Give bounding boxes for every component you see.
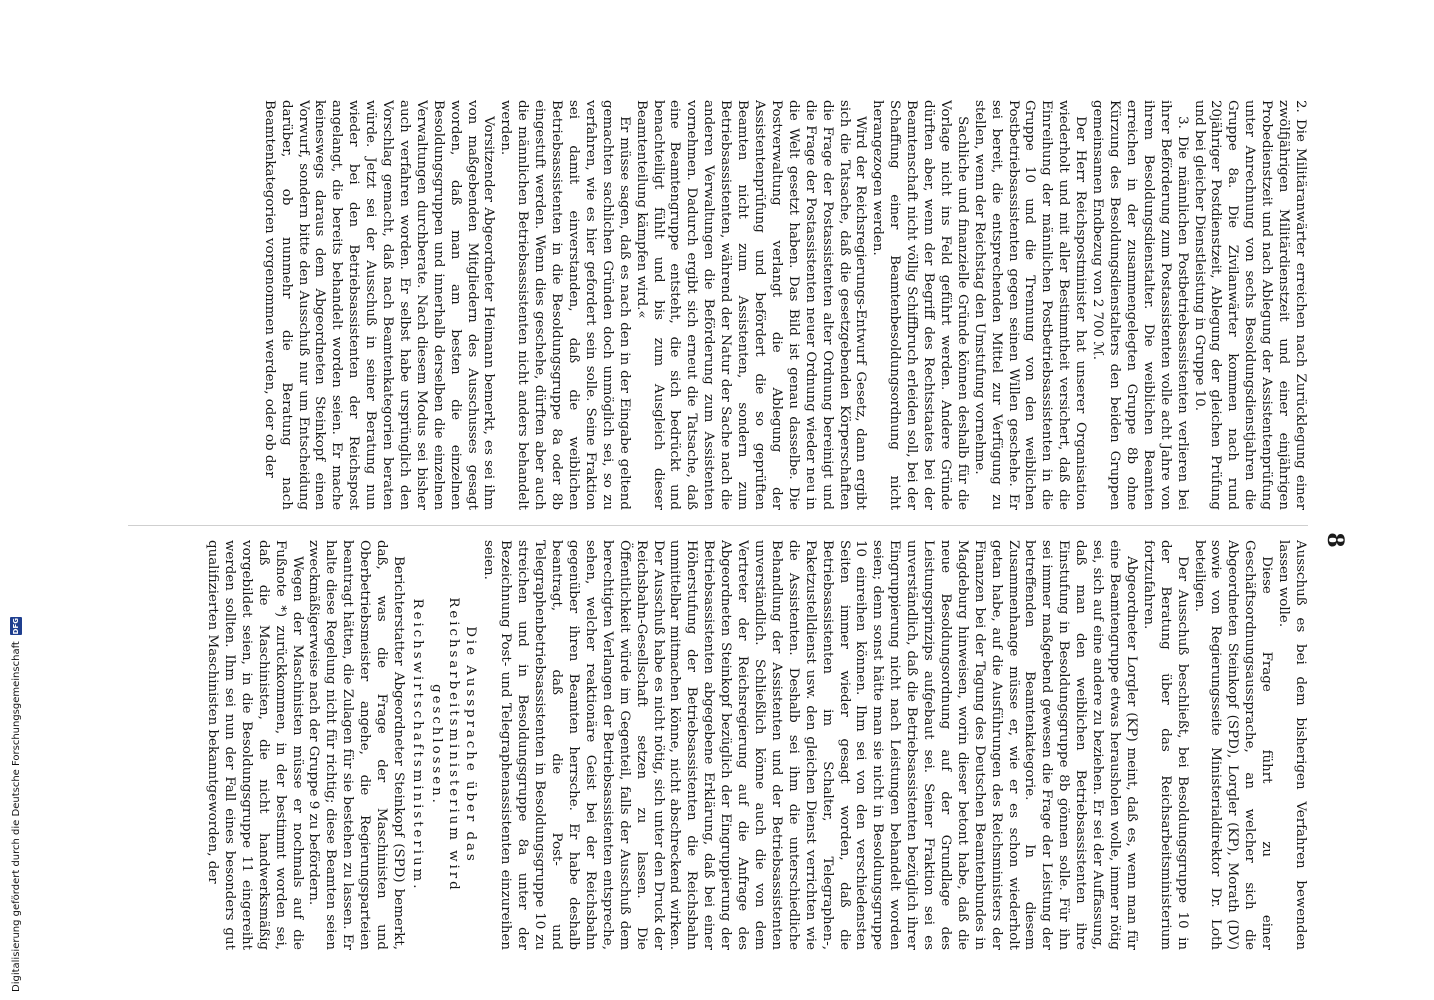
right-column — [128, 540, 1308, 950]
column-divider — [128, 525, 1308, 526]
paragraph: Sachliche und finanzielle Gründe können deshalb für die Vorlage nicht ins Feld geführt werden. Andere Gründe dürften aber, wenn der Begriff des Rechtsstaates bei der Beamtenschaft nicht völlig Schiffbruch erleiden soll, bei der Schaffung einer Beamtenbesoldungsordnung nicht herangezogen werden. — [870, 100, 970, 510]
page-number: 8 — [1322, 532, 1348, 548]
paragraph: Abgeordneter Lorgler (KP) meint, daß es, wenn man für eine Beamtengruppe etwas herausholen wolle, immer nötig sei, sich auf eine andere zu beziehen. Er sei der Auffassung, daß man den weiblichen Betriebsassistenten ihre Einstufung in Besoldungsgruppe 8b gönnen solle. Für ihn sei immer maßgebend gewesen die Frage der Leistung der betreffenden Beamtenkategorie. In diesem Zusammenhange müsse er, wie er es schon wiederholt getan habe, auf die Ausführungen des Reichsministers der Finanzen bei der Tagung des Deutschen Beamtenbundes in Magdeburg hinweisen, worin dieser betont habe, daß die neue Besoldungsordnung auf der Grundlage des Leistungsprinzips aufgebaut sei. Seiner Fraktion sei es unverständlich, daß die Betriebsassistenten bezüglich ihrer Eingruppierung nicht nach Leistungen behandelt worden seien; denn sonst hätte man sie nicht in Besoldungsgruppe 10 einreihen können. Ihm sei von den verschiedensten Seiten immer wieder gesagt worden, daß die Betriebsassistenten im Schalter, Telegraphen-, Paketzustelldienst usw. den gleichen Dienst verrichten wie die Assistenten. Deshalb sei ihm die unterschiedliche Behandlung der Assistenten und der Betriebsassistenten unverständlich. Schließlich könne auch die von dem Vertreter der Reichsregierung auf die Anfrage des Abgeordneten Steinkopf bezüglich der Eingruppierung der Betriebsassistenten abgegebene Erklärung, daß bei einer Höherstufung der Betriebsassistenten die Reichsbahn unmittelbar mitmachen könne, nicht abschreckend wirken. Der Ausschuß habe es nicht nötig, sich unter den Druck der Reichsbahn-Gesellschaft setzen zu lassen. Die Öffentlichkeit würde im Gegenteil, falls der Ausschuß dem berechtigten Verlangen der Betriebsassistenten entspreche, sehen, welcher reaktionäre Geist bei der Reichsbahn gegenüber ihren Beamten herrsche. Er habe deshalb beantragt, daß die Post- und Telegraphenbetriebsassistenten in Besoldungsgruppe 10 zu streichen und in Besoldungsgruppe 8a unter der Bezeichnung Post- und Telegraphenassistenten einzureihen seien. — [481, 540, 1139, 950]
paragraph: Wird der Reichsregierungs-Entwurf Gesetz, dann ergibt sich die Tatsache, daß die gesetzgebenden Körperschaften die Frage der Postassistenten alter Ordnung bereinigt und die Frage der Postassistenten neuer Ordnung wieder neu in die Welt gesetzt haben. Das Bild ist genau dasselbe. Die Postverwaltung verlangt die Ablegung der Assistentenprüfung und befördert die so geprüften Beamten nicht zum Assistenten, sondern zum Betriebsassistenten, während der Natur der Sache nach die anderen Verwaltungen die Beförderung zum Assistenten vornehmen. Dadurch ergibt sich erneut die Tatsache, daß eine Beamtengruppe entsteht, die sich bedrückt und benachteiligt fühlt und bis zum Ausgleich dieser Beamtenteilung kämpfen wird.« — [633, 100, 869, 510]
paragraph: Er müsse sagen, daß es nach den in der Eingabe geltend gemachten sachlichen Gründen doch unmöglich sei, so zu verfahren, wie es hier gefordert sein solle. Seine Fraktion sei damit einverstanden, daß die weiblichen Betriebsassistenten in die Besoldungsgruppe 8a oder 8b eingestuft werden. Wenn dies geschehe, dürften aber auch die männlichen Betriebsassistenten nicht anders behandelt werden. — [498, 100, 632, 510]
section-heading: Reichswirtschaftsministerium. — [409, 598, 425, 892]
paragraph: Wegen der Maschinisten müsse er nochmals auf die Fußnote *) zurückkommen, in der bestimmt worden sei, daß die Maschinisten, die nicht handwerksmäßig vorgebildet seien, in die Besoldungsgruppe 11 eingereiht werden sollten. Ihm sei nun der Fall eines besonders gut qualifizierten Maschinisten bekanntgeworden, der — [205, 540, 305, 950]
dfg-logo: DFG — [12, 617, 20, 635]
paragraph: Vorsitzender Abgeordneter Heimann bemerkt, es sei ihm von maßgebenden Mitgliedern des Ausschusses gesagt worden, daß man am besten die einzelnen Besoldungsgruppen und innerhalb derselben die einzelnen Verwaltungen durchberate. Nach diesem Modus sei bisher auch verfahren worden. Er selbst habe ursprünglich den Vorschlag gemacht, daß nach Beamtenkategorien beraten würde. Jetzt sei der Ausschuß in seiner Beratung nun wieder bei den Betriebsassistenten der Reichspost angelangt, die bereits behandelt worden seien. Er mache keineswegs daraus dem Abgeordneten Steinkopf einen Vorwurf, sondern bitte den Ausschuß nur um Entscheidung darüber, ob nunmehr die Beratung nach Beamtenkategorien vorgenommen werden, oder ob der — [261, 100, 497, 510]
rotated-page — [110, 100, 1350, 980]
paragraph: 3. Die männlichen Postbetriebsassistenten verlieren bei ihrer Beförderung zum Postassistenten volle acht Jahre von ihrem Besoldungsdienstalter. Die weiblichen Beamten erreichen in der zusammengelegten Gruppe 8b ohne Kürzung des Besoldungsdienstalters den beiden Gruppen gemeinsamen Endbezug von 2 700 ℳ. — [1090, 100, 1190, 510]
paragraph: Der Herr Reichspostminister hat unserer Organisation wiederholt und mit aller Bestimmtheit versichert, daß die Einreihung der männlichen Postbetriebsassistenten in die Gruppe 10 und die Trennung von den weiblichen Postbetriebsassistenten gegen seinen Willen geschehe. Er sei bereit, die entsprechenden Mittel zur Verfügung zu stellen, wenn der Reichstag den Umstufung vornehme. — [971, 100, 1089, 510]
paragraph: Berichterstatter Abgeordneter Steinkopf (SPD) bemerkt, daß, was die Frage der Maschinisten und Oberbetriebsmeister angehe, die Regierungsparteien beantragt hätten, die Zulagen für sie bestehen zu lassen. Er halte diese Regelung nicht für richtig; diese Beamten seien zweckmäßigerweise nach der Gruppe 9 zu befördern. — [306, 540, 406, 950]
left-column — [128, 100, 1308, 510]
paragraph: Diese Frage führt zu einer Geschäftsordnungsaussprache, an welcher sich die Abgeordneten Steinkopf (SPD), Lorgler (KP), Morath (DV) sowie von Regierungsseite Ministerialdirektor Dr. Loth beteiligen. — [1191, 540, 1275, 950]
paragraph: Der Ausschuß beschließt, bei Besoldungsgruppe 10 in der Beratung über das Reichsarbeitsministerium fortzufahren. — [1140, 540, 1190, 950]
footer-credit — [8, 592, 24, 992]
paragraph: Ausschuß es bei dem bisherigen Verfahren bewenden lassen wolle. — [1276, 540, 1308, 950]
footer-text: Digitalisierung gefördert durch die Deutsche Forschungsgemeinschaft — [10, 641, 22, 992]
section-heading: Die Aussprache über das Reichsarbeitsministerium wird geschlossen. — [428, 597, 478, 893]
paragraph: 2. Die Militäranwärter erreichen nach Zurücklegung einer zwölfjährigen Militärdienstzeit und einer einjährigen Probedienstzeit und nach Ablegung der Assistentenprüfung unter Anrechnung von sechs Besoldungsdienstjahren die Gruppe 8a. Die Zivilanwärter kommen nach rund 20jähriger Postdienstzeit, Ablegung der gleichen Prüfung und bei gleicher Dienstleistung in Gruppe 10. — [1191, 100, 1308, 510]
